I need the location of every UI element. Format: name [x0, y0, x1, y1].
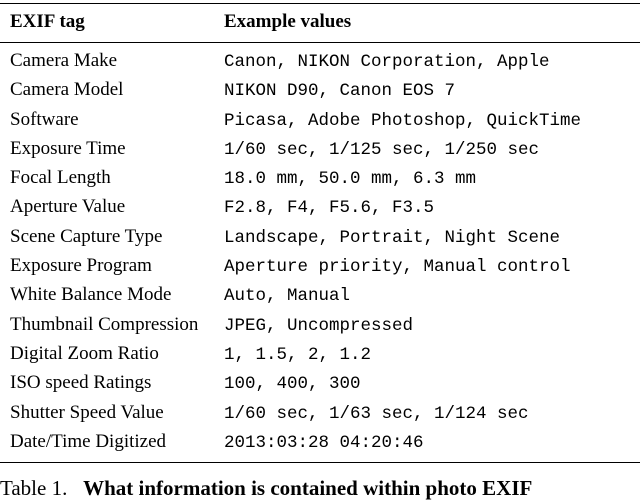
- table-row: [0, 76, 640, 105]
- example-values-cell: 100, 400, 300: [224, 374, 361, 395]
- example-values-cell: 2013:03:28 04:20:46: [224, 432, 424, 453]
- table-row: [0, 428, 640, 457]
- table-row: [0, 223, 640, 252]
- table-caption: [0, 476, 532, 501]
- column-header-example-values: Example values: [224, 11, 352, 32]
- table-row: [0, 252, 640, 281]
- example-values-cell: 1/60 sec, 1/125 sec, 1/250 sec: [224, 139, 540, 160]
- example-values-cell: Aperture priority, Manual control: [224, 257, 571, 278]
- exif-tag-cell: White Balance Mode: [10, 284, 172, 306]
- example-values-cell: Landscape, Portrait, Night Scene: [224, 227, 561, 248]
- exif-tag-cell: Digital Zoom Ratio: [10, 342, 159, 364]
- table-row: [0, 135, 640, 164]
- table-row: [0, 193, 640, 222]
- table-row: [0, 164, 640, 193]
- exif-tag-cell: Exposure Time: [10, 137, 126, 159]
- example-values-cell: JPEG, Uncompressed: [224, 315, 414, 336]
- exif-tag-cell: Aperture Value: [10, 196, 126, 218]
- exif-tag-cell: Camera Make: [10, 50, 118, 71]
- example-values-cell: Picasa, Adobe Photoshop, QuickTime: [224, 110, 582, 131]
- table-header-rule: [0, 42, 640, 43]
- table-bottom-rule: [0, 462, 640, 463]
- table-row: [0, 106, 640, 135]
- example-values-cell: NIKON D90, Canon EOS 7: [224, 81, 456, 102]
- example-values-cell: 1/60 sec, 1/63 sec, 1/124 sec: [224, 403, 529, 424]
- table-row: [0, 340, 640, 369]
- example-values-cell: 18.0 mm, 50.0 mm, 6.3 mm: [224, 169, 477, 190]
- example-values-cell: 1, 1.5, 2, 1.2: [224, 344, 372, 365]
- exif-tag-cell: Scene Capture Type: [10, 225, 163, 247]
- exif-tag-cell: ISO speed Ratings: [10, 372, 152, 394]
- exif-tag-cell: Date/Time Digitized: [10, 430, 167, 452]
- column-header-exif-tag: EXIF tag: [10, 11, 85, 32]
- table-row: [0, 281, 640, 310]
- example-values-cell: F2.8, F4, F5.6, F3.5: [224, 198, 435, 219]
- table-row: [0, 311, 640, 340]
- table-row: [0, 47, 640, 76]
- exif-tag-cell: Camera Model: [10, 79, 124, 101]
- table-top-rule: [0, 3, 640, 4]
- exif-tag-cell: Software: [10, 108, 79, 130]
- exif-tag-cell: Exposure Program: [10, 255, 152, 277]
- example-values-cell: Canon, NIKON Corporation, Apple: [224, 52, 550, 72]
- table-row: [0, 369, 640, 398]
- exif-tag-cell: Shutter Speed Value: [10, 401, 164, 423]
- caption-text: What information is contained within photo EXIF: [83, 476, 533, 500]
- example-values-cell: Auto, Manual: [224, 286, 351, 307]
- table-body: [0, 47, 640, 457]
- exif-tag-cell: Focal Length: [10, 167, 111, 189]
- exif-tag-cell: Thumbnail Compression: [10, 313, 199, 335]
- caption-label: Table 1.: [0, 476, 68, 500]
- table-row: [0, 399, 640, 428]
